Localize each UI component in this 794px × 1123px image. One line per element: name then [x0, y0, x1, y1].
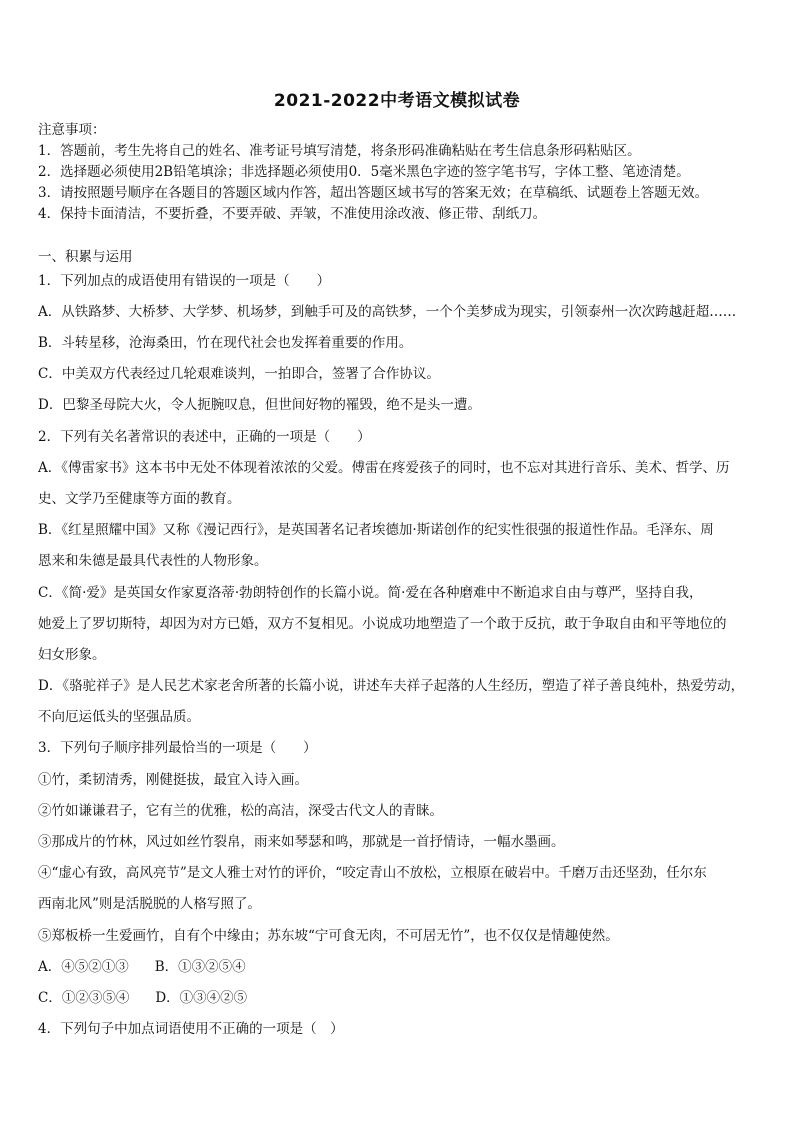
notice-item: 3．请按照题号顺序在各题目的答题区域内作答，超出答题区域书写的答案无效；在草稿纸、试题卷上答题无效。 — [38, 185, 709, 201]
question-stem-4: 4．下列句子中加点词语使用不正确的一项是（ ） — [38, 1021, 344, 1037]
question-1-option-b: B．斗转星移，沧海桑田，竹在现代社会也发挥着重要的作用。 — [38, 335, 413, 351]
question-2-text: A．《傅雷家书》这本书中无处不体现着浓浓的父爱。傅雷在疼爱孩子的同时，也不忘对其进行音乐、美术、哲学、历 — [38, 460, 730, 476]
question-3-sentence: ①竹，柔韧清秀，刚健挺拔，最宜入诗入画。 — [38, 772, 308, 788]
question-2-text: 她爱上了罗切斯特，却因为对方已婚，双方不复相见。小说成功地塑造了一个敢于反抗，敢于争取自由和平等地位的 — [38, 616, 727, 632]
question-1-option-d: D．巴黎圣母院大火，令人扼腕叹息，但世间好物的罹毁，绝不是头一遭。 — [38, 397, 481, 413]
question-2-text: 史、文学乃至健康等方面的教育。 — [38, 491, 241, 507]
question-3-sentence: ③那成片的竹林，风过如丝竹裂帛，雨来如琴瑟和鸣，那就是一首抒情诗，一幅水墨画。 — [38, 834, 565, 850]
question-1-option-a: A．从铁路梦、大桥梦、大学梦、机场梦，到触手可及的高铁梦，一个个美梦成为现实，引领泰州一次次跨越赶超…… — [38, 304, 737, 320]
question-3-option-d: D．①③④②⑤ — [155, 990, 248, 1006]
question-3-option-b: B．①③②⑤④ — [154, 959, 246, 975]
question-3-sentence: ②竹如谦谦君子，它有兰的优雅，松的高洁，深受古代文人的青睐。 — [38, 803, 443, 819]
question-stem-1: 1．下列加点的成语使用有错误的一项是（ ） — [38, 273, 331, 289]
question-3-option-a: A．④⑤②①③ — [38, 959, 129, 975]
question-3-option-c: C．①②③⑤④ — [38, 990, 130, 1006]
question-2-text: 不向厄运低头的坚强品质。 — [38, 709, 200, 725]
question-stem-3: 3．下列句子顺序排列最恰当的一项是（ ） — [38, 740, 317, 756]
notice-item: 2．选择题必须使用2B铅笔填涂；非选择题必须使用0．5毫米黑色字迹的签字笔书写，字体工整、笔迹清楚。 — [38, 164, 690, 180]
question-2-text: 妇女形象。 — [38, 647, 106, 663]
question-3-sentence: ⑤郑板桥一生爱画竹，自有个中缘由；苏东坡“宁可食无肉，不可居无竹”，也不仅仅是情趣使然。 — [38, 928, 619, 944]
question-2-text: D．《骆驼祥子》是人民艺术家老舍所著的长篇小说，讲述车夫祥子起落的人生经历，塑造了祥子善良纯朴，热爱劳动， — [38, 678, 745, 694]
question-3-sentence: 西南北风”则是活脱脱的人格写照了。 — [38, 896, 261, 912]
question-1-option-c: C．中美双方代表经过几轮艰难谈判，一拍即合，签署了合作协议。 — [38, 366, 440, 382]
exam-title: 2021-2022中考语文模拟试卷 — [273, 91, 521, 111]
section-heading: 一、积累与运用 — [38, 249, 133, 265]
question-stem-2: 2．下列有关名著常识的表述中，正确的一项是（ ） — [38, 429, 371, 445]
question-2-text: 恩来和朱德是最具代表性的人物形象。 — [38, 553, 268, 569]
question-3-options-row-1 — [38, 958, 246, 976]
question-2-text: C．《简·爱》是英国女作家夏洛蒂·勃朗特创作的长篇小说。简·爱在各种磨难中不断追求自由与尊严，坚持自我， — [38, 585, 703, 601]
notice-item: 1．答题前，考生先将自己的姓名、准考证号填写清楚，将条形码准确粘贴在考生信息条形码粘贴区。 — [38, 143, 641, 159]
question-3-sentence: ④“虚心有致，高风亮节”是文人雅士对竹的评价，“咬定青山不放松，立根原在破岩中。千磨万击还坚劲，任尔东 — [38, 865, 707, 881]
question-3-options-row-2 — [38, 989, 247, 1007]
notice-item: 4．保持卡面清洁，不要折叠，不要弄破、弄皱，不准使用涂改液、修正带、刮纸刀。 — [38, 206, 547, 222]
notice-heading: 注意事项： — [38, 122, 106, 138]
question-2-text: B．《红星照耀中国》又称《漫记西行》，是英国著名记者埃德加·斯诺创作的纪实性很强的报道性作品。毛泽东、周 — [38, 522, 714, 538]
